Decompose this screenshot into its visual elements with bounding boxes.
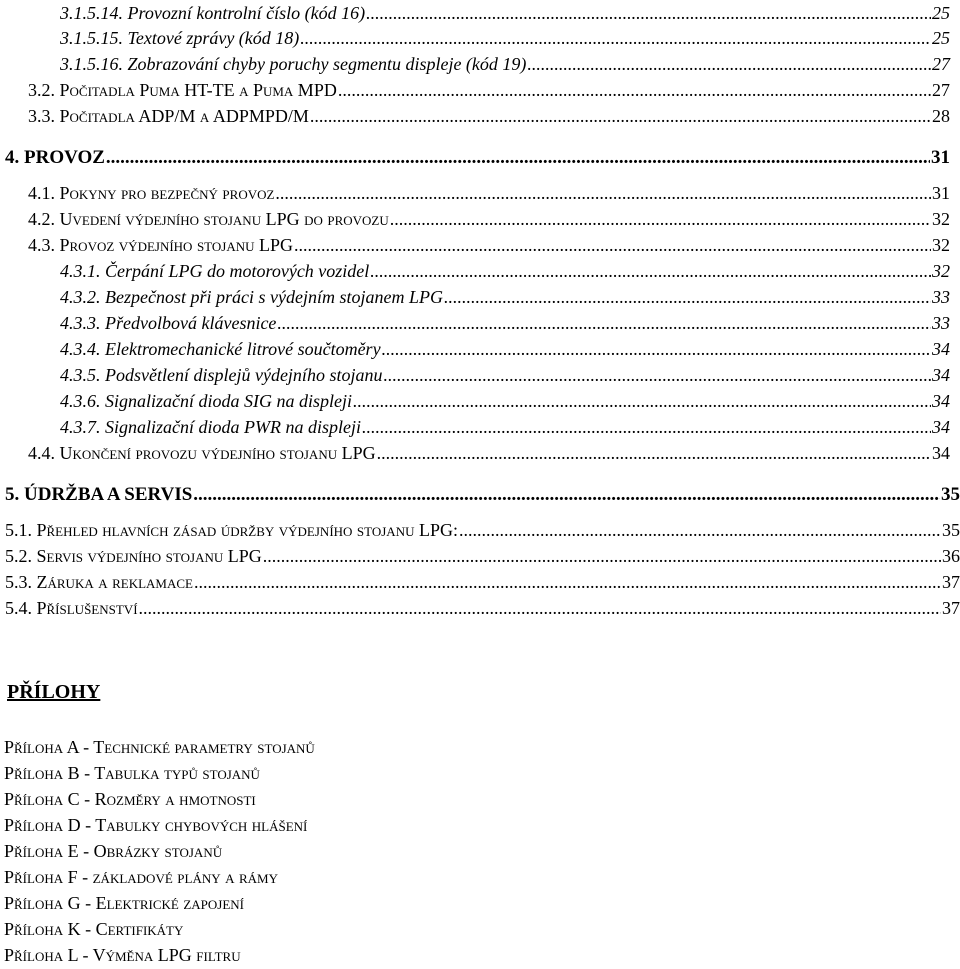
toc-entry: 4.1. Pokyny pro bezpečný provoz ..... 31: [28, 182, 950, 204]
toc-entry: 4.3.3. Předvolbová klávesnice ..... 33: [60, 312, 950, 334]
appendix-item: Příloha K - Certifikáty: [4, 919, 184, 939]
toc-entry: 4.3.2. Bezpečnost při práci s výdejním stojanem LPG ..... 33: [60, 286, 950, 308]
toc-entry: 5. ÚDRŽBA A SERVIS ..... 35: [5, 484, 960, 506]
toc-entry: 5.2. Servis výdejního stojanu LPG ..... 36: [5, 545, 960, 567]
toc-entry: 4.3. Provoz výdejního stojanu LPG ..... 32: [28, 234, 950, 256]
toc-entry: 5.1. Přehled hlavních zásad údržby výdejního stojanu LPG: ..... 35: [5, 519, 960, 541]
toc-entry: 5.3. Záruka a reklamace ..... 37: [5, 571, 960, 593]
toc-entry: 3.3. Počitadla ADP/M a ADPMPD/M ..... 28: [28, 105, 950, 127]
appendix-item: Příloha F - základové plány a rámy: [4, 867, 279, 887]
appendix-item: Příloha G - Elektrické zapojení: [4, 893, 244, 913]
toc-entry: 4.2. Uvedení výdejního stojanu LPG do provozu ..... 32: [28, 208, 950, 230]
toc-entry: 4.3.4. Elektromechanické litrové součtoměry ..... 34: [60, 338, 950, 360]
appendix-heading: PŘÍLOHY: [7, 681, 101, 703]
toc-entry: 3.1.5.16. Zobrazování chyby poruchy segmentu displeje (kód 19) ..... 27: [60, 53, 950, 75]
appendix-item: Příloha E - Obrázky stojanů: [4, 841, 223, 861]
appendix-item: Příloha L - Výměna LPG filtru: [4, 945, 241, 965]
appendix-item: Příloha B - Tabulka typů stojanů: [4, 763, 260, 783]
toc-entry: 3.2. Počitadla Puma HT-TE a Puma MPD ..... 27: [28, 79, 950, 101]
appendix-item: Příloha C - Rozměry a hmotnosti: [4, 789, 256, 809]
toc-entry: 4.3.5. Podsvětlení displejů výdejního stojanu ..... 34: [60, 364, 950, 386]
toc-entry: 5.4. Příslušenství ..... 37: [5, 597, 960, 619]
appendix-item: Příloha D - Tabulky chybových hlášení: [4, 815, 308, 835]
toc-entry: 3.1.5.14. Provozní kontrolní číslo (kód 16) ..... 25: [60, 2, 950, 24]
appendix-item: Příloha A - Technické parametry stojanů: [4, 737, 315, 757]
toc-entry: 3.1.5.15. Textové zprávy (kód 18) ..... 25: [60, 27, 950, 49]
toc-entry: 4.3.7. Signalizační dioda PWR na displeji ..... 34: [60, 416, 950, 438]
toc-entry: 4.3.1. Čerpání LPG do motorových vozidel ..... 32: [60, 260, 950, 282]
toc-entry: 4.3.6. Signalizační dioda SIG na displeji ..... 34: [60, 390, 950, 412]
toc-entry: 4.4. Ukončení provozu výdejního stojanu LPG ..... 34: [28, 442, 950, 464]
toc-entry: 4. PROVOZ ..... 31: [5, 147, 950, 169]
